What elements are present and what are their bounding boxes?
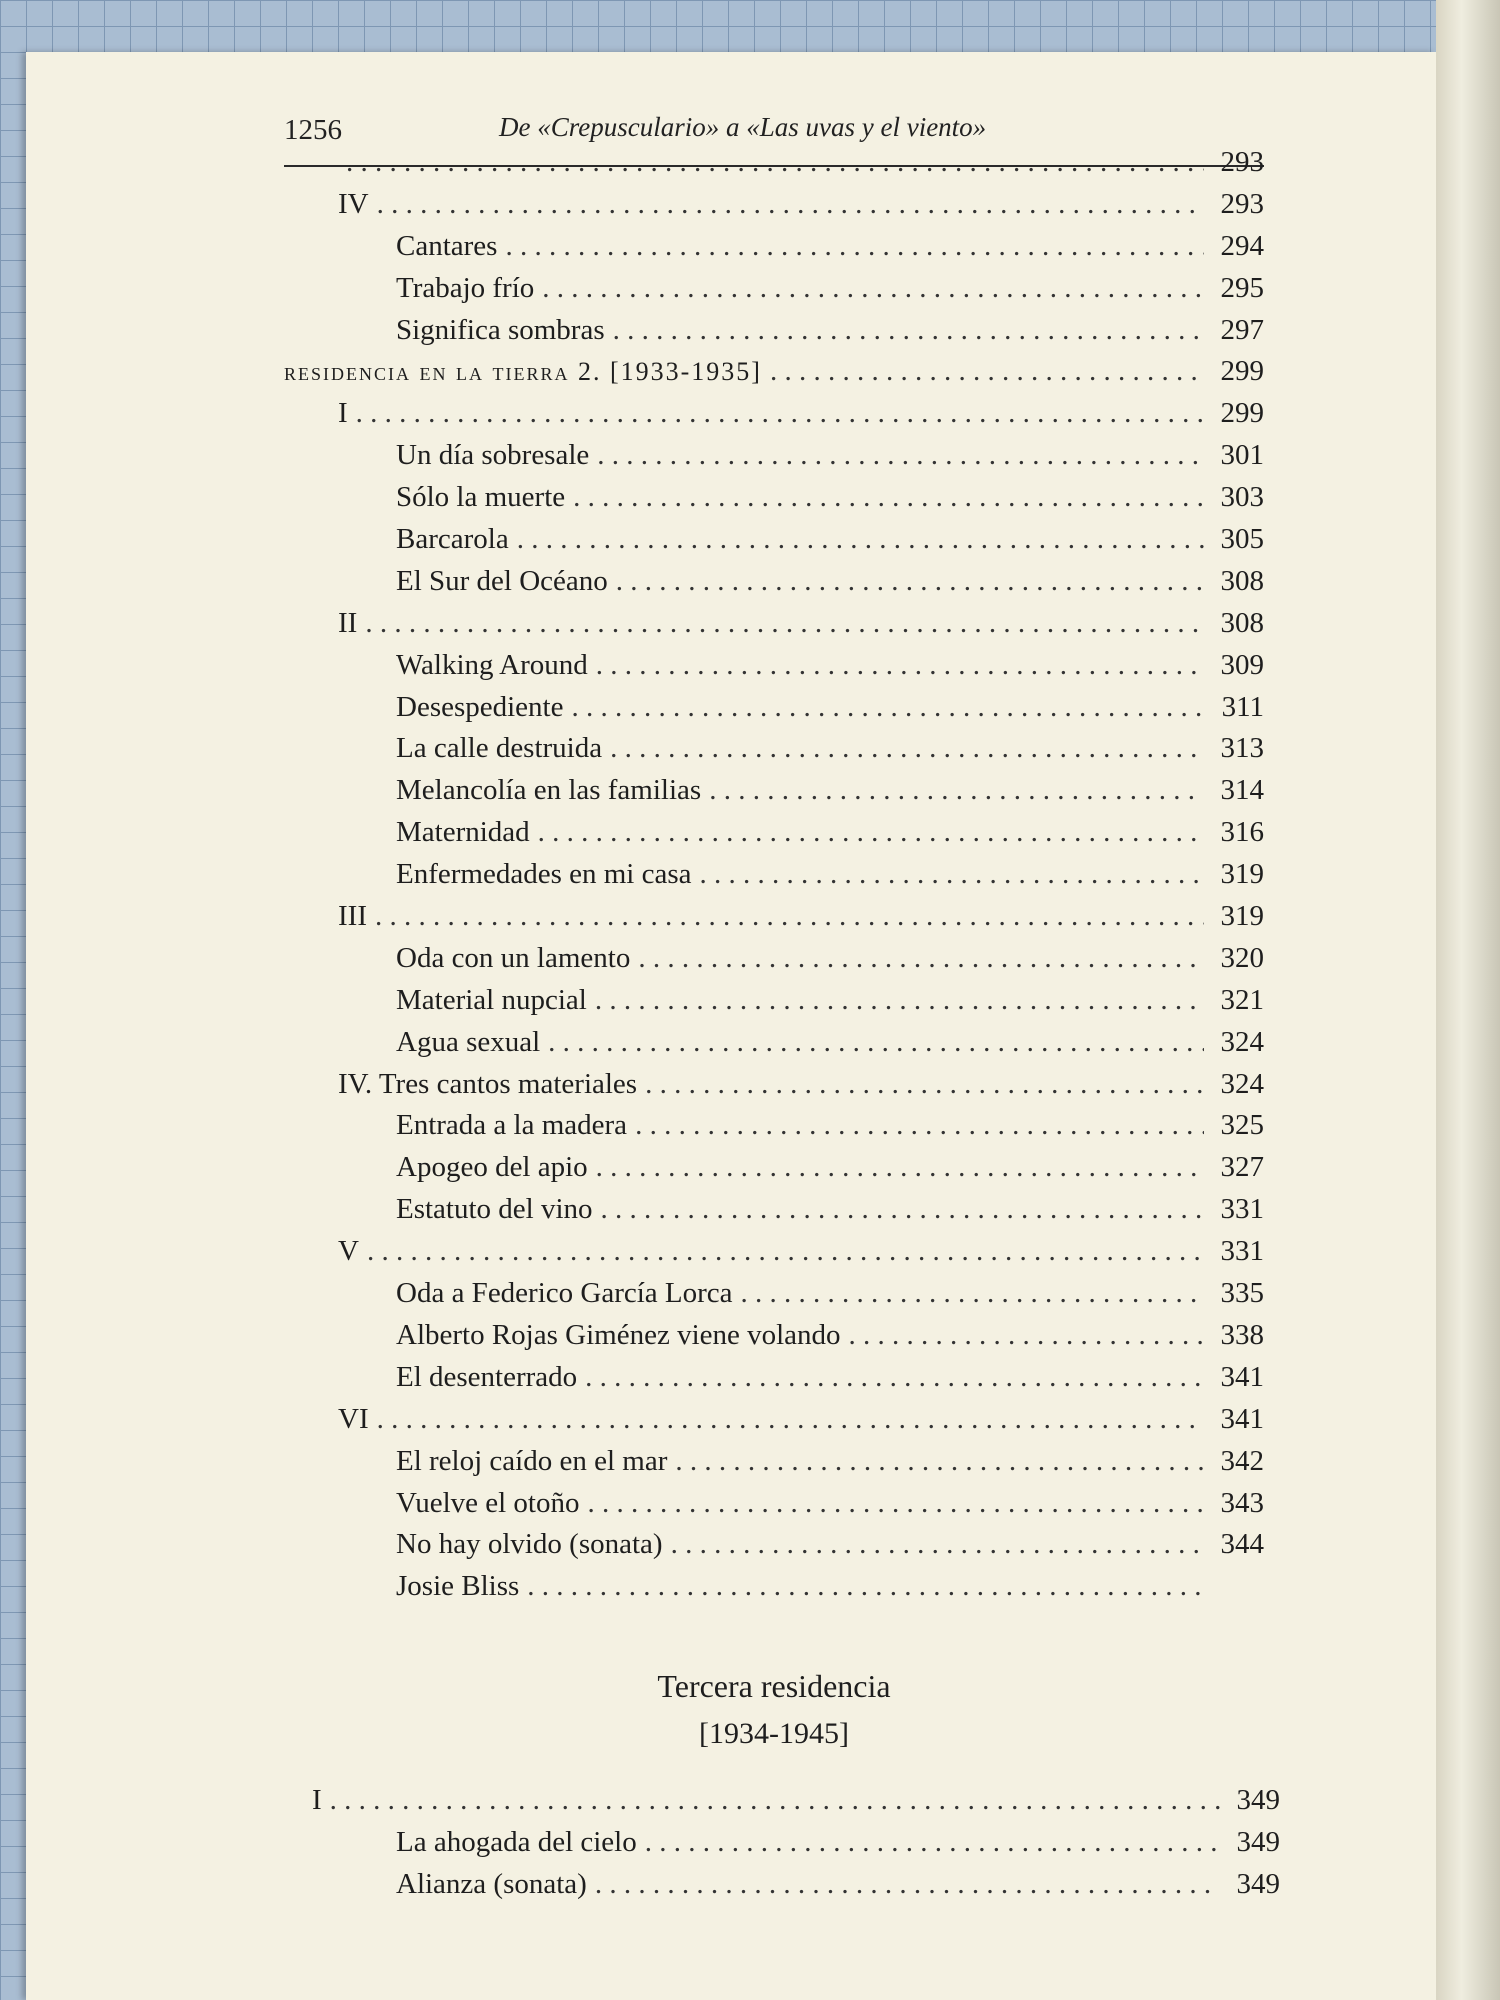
toc-entry — [284, 1822, 1280, 1864]
toc-entry-title: Un día sobresale — [396, 439, 590, 472]
toc-entry-page: 308 — [1220, 606, 1264, 639]
toc-entry-page: 297 — [1220, 313, 1264, 346]
toc-entry — [284, 687, 1264, 729]
toc-entry-title: Enfermedades en mi casa — [396, 858, 692, 891]
toc-entry — [284, 1105, 1264, 1147]
section-title: Tercera residencia — [657, 1668, 891, 1704]
toc-entry-title: Maternidad — [396, 816, 530, 849]
toc-entry-page: 301 — [1220, 439, 1264, 472]
toc-entry-title: El reloj caído en el mar — [396, 1444, 668, 1477]
toc-entry-page: 349 — [1236, 1784, 1280, 1816]
toc-entry-title: Melancolía en las familias — [396, 774, 702, 807]
toc-entry-title: Barcarola — [396, 523, 509, 556]
toc-leader-dots — [635, 1105, 1204, 1147]
toc-entry-title: residencia en la tierra 2. [1933-1935] — [284, 357, 762, 387]
toc-entry — [284, 1315, 1264, 1357]
toc-entry — [284, 1022, 1264, 1064]
toc-entry-title: IV — [338, 187, 369, 220]
toc-leader-dots — [346, 142, 1204, 184]
toc-entry — [284, 1399, 1264, 1441]
toc-entry-page: 295 — [1220, 271, 1264, 304]
toc-leader-dots — [610, 728, 1204, 770]
toc-entry-page: 320 — [1220, 941, 1264, 974]
toc-entry-title: La ahogada del cielo — [396, 1825, 637, 1858]
toc-leader-dots — [377, 184, 1204, 226]
toc-leader-dots — [377, 1399, 1204, 1441]
toc-leader-dots — [645, 1822, 1220, 1864]
toc-entry — [284, 980, 1264, 1022]
toc-entry-title: El desenterrado — [396, 1360, 578, 1393]
toc-entry-title: Significa sombras — [396, 313, 605, 346]
toc-entry — [284, 1483, 1264, 1525]
toc-entry-page: 313 — [1220, 732, 1264, 765]
toc-entry — [284, 770, 1264, 812]
toc-entry-title: Oda a Federico García Lorca — [396, 1277, 733, 1310]
toc-entry-page: 299 — [1220, 397, 1264, 430]
section-years: [1934-1945] — [699, 1717, 849, 1750]
toc-entry — [284, 561, 1264, 603]
toc-entry — [284, 351, 1264, 393]
toc-leader-dots — [527, 1566, 1204, 1608]
toc-entry-page: 294 — [1220, 229, 1264, 262]
toc-entry-title: Apogeo del apio — [396, 1151, 588, 1184]
toc-leader-dots — [505, 226, 1204, 268]
toc-leader-dots — [538, 812, 1204, 854]
toc-entry — [284, 645, 1264, 687]
toc-entry-title: I — [338, 397, 348, 430]
toc-entry — [284, 1273, 1264, 1315]
running-title: De «Crepusculario» a «Las uvas y el viento» — [499, 112, 987, 142]
toc-entry-title: Walking Around — [396, 648, 588, 681]
toc-entry-title: IV. Tres cantos materiales — [338, 1067, 638, 1100]
toc-entry-page: 324 — [1220, 1025, 1264, 1058]
toc-entry-page: 319 — [1220, 900, 1264, 933]
toc-entry-title: Vuelve el otoño — [396, 1486, 580, 1519]
toc-entry — [284, 142, 1264, 184]
toc-entry-page: 314 — [1220, 774, 1264, 807]
toc-entry-title: Alianza (sonata) — [396, 1867, 587, 1900]
toc-entry-title: Estatuto del vino — [396, 1193, 593, 1226]
toc-leader-dots — [597, 435, 1204, 477]
toc-leader-dots — [595, 980, 1204, 1022]
toc-leader-dots — [596, 1147, 1204, 1189]
toc-entry-title: No hay olvido (sonata) — [396, 1528, 663, 1561]
toc-entry — [284, 1441, 1264, 1483]
toc-entry — [284, 1357, 1264, 1399]
toc-entry-page: 341 — [1220, 1360, 1264, 1393]
toc-entry — [284, 226, 1264, 268]
toc-entry — [284, 268, 1264, 310]
toc-leader-dots — [588, 1483, 1205, 1525]
toc-leader-dots — [517, 519, 1204, 561]
toc-entry-page: 342 — [1220, 1444, 1264, 1477]
toc-entry — [284, 1064, 1264, 1106]
toc-entry-page: 324 — [1220, 1067, 1264, 1100]
toc-entry-page: 293 — [1220, 146, 1264, 178]
table-of-contents-continued — [284, 1780, 1280, 1906]
toc-entry-page: 319 — [1220, 858, 1264, 891]
toc-entry-page: 305 — [1220, 523, 1264, 556]
toc-entry — [284, 1864, 1280, 1906]
toc-entry-title: Trabajo frío — [396, 271, 535, 304]
toc-entry — [284, 1147, 1264, 1189]
toc-leader-dots — [365, 603, 1204, 645]
toc-leader-dots — [700, 854, 1205, 896]
toc-entry-title: Desespediente — [396, 690, 564, 723]
toc-entry-page: 321 — [1220, 983, 1264, 1016]
toc-entry-page: 349 — [1236, 1867, 1280, 1900]
toc-leader-dots — [595, 1864, 1220, 1906]
toc-leader-dots — [356, 393, 1204, 435]
toc-entry-page: 327 — [1220, 1151, 1264, 1184]
toc-entry — [284, 938, 1264, 980]
section-heading — [284, 1664, 1264, 1756]
toc-leader-dots — [616, 561, 1204, 603]
toc-entry-page: 331 — [1220, 1193, 1264, 1226]
toc-entry-page: 316 — [1220, 816, 1264, 849]
toc-entry-page: 335 — [1220, 1277, 1264, 1310]
toc-leader-dots — [601, 1189, 1204, 1231]
toc-entry — [284, 1524, 1264, 1566]
toc-entry-title: I — [312, 1784, 322, 1816]
toc-entry-title: III — [338, 900, 367, 933]
toc-entry-title: Oda con un lamento — [396, 941, 631, 974]
toc-entry-page: 293 — [1220, 187, 1264, 220]
toc-entry — [284, 728, 1264, 770]
toc-entry-page: 341 — [1220, 1402, 1264, 1435]
toc-leader-dots — [613, 310, 1204, 352]
toc-entry-title: Entrada a la madera — [396, 1109, 628, 1142]
toc-entry-page: 331 — [1220, 1235, 1264, 1268]
toc-entry-page: 343 — [1220, 1486, 1264, 1519]
toc-entry-title: Josie Bliss — [396, 1570, 520, 1603]
toc-leader-dots — [741, 1273, 1204, 1315]
toc-entry-title: La calle destruida — [396, 732, 603, 765]
toc-entry — [284, 519, 1264, 561]
toc-entry-page: 303 — [1220, 481, 1264, 514]
toc-leader-dots — [330, 1780, 1220, 1822]
toc-leader-dots — [548, 1022, 1204, 1064]
toc-entry — [284, 896, 1264, 938]
toc-leader-dots — [671, 1524, 1204, 1566]
toc-entry — [284, 393, 1264, 435]
toc-entry-title: El Sur del Océano — [396, 564, 608, 597]
toc-leader-dots — [645, 1064, 1204, 1106]
toc-leader-dots — [709, 770, 1204, 812]
page-number: 1256 — [284, 114, 342, 146]
table-of-contents — [284, 142, 1264, 1608]
toc-leader-dots — [770, 351, 1204, 393]
toc-entry — [284, 812, 1264, 854]
toc-entry — [284, 1780, 1280, 1822]
toc-leader-dots — [638, 938, 1204, 980]
toc-entry — [284, 310, 1264, 352]
toc-entry-title: Cantares — [396, 229, 498, 262]
toc-entry — [284, 435, 1264, 477]
toc-leader-dots — [675, 1441, 1204, 1483]
toc-entry — [284, 477, 1264, 519]
toc-entry — [284, 1189, 1264, 1231]
toc-entry-page: 309 — [1220, 648, 1264, 681]
toc-entry — [284, 184, 1264, 226]
toc-leader-dots — [585, 1357, 1204, 1399]
toc-entry-title: Material nupcial — [396, 983, 587, 1016]
toc-entry — [284, 854, 1264, 896]
toc-entry-page: 311 — [1221, 690, 1264, 723]
toc-entry-page: 325 — [1220, 1109, 1264, 1142]
toc-entry-page: 299 — [1220, 355, 1264, 388]
toc-entry — [284, 1566, 1264, 1608]
toc-entry-title: Alberto Rojas Giménez viene volando — [396, 1318, 841, 1351]
toc-leader-dots — [542, 268, 1204, 310]
toc-entry — [284, 1231, 1264, 1273]
toc-entry — [284, 603, 1264, 645]
toc-entry-page: 308 — [1220, 564, 1264, 597]
toc-entry-page: 338 — [1220, 1318, 1264, 1351]
toc-entry-title: Sólo la muerte — [396, 481, 566, 514]
toc-leader-dots — [375, 896, 1204, 938]
toc-leader-dots — [596, 645, 1204, 687]
opposite-page-edge — [1436, 0, 1500, 2000]
toc-entry-page: 349 — [1236, 1825, 1280, 1858]
toc-leader-dots — [573, 477, 1204, 519]
toc-entry-page: 344 — [1220, 1528, 1264, 1561]
toc-entry-title: II — [338, 606, 358, 639]
toc-entry-title: Agua sexual — [396, 1025, 541, 1058]
toc-leader-dots — [849, 1315, 1204, 1357]
toc-entry-title: V — [338, 1235, 359, 1268]
toc-leader-dots — [367, 1231, 1204, 1273]
toc-leader-dots — [572, 687, 1205, 729]
toc-entry-title: VI — [338, 1402, 369, 1435]
